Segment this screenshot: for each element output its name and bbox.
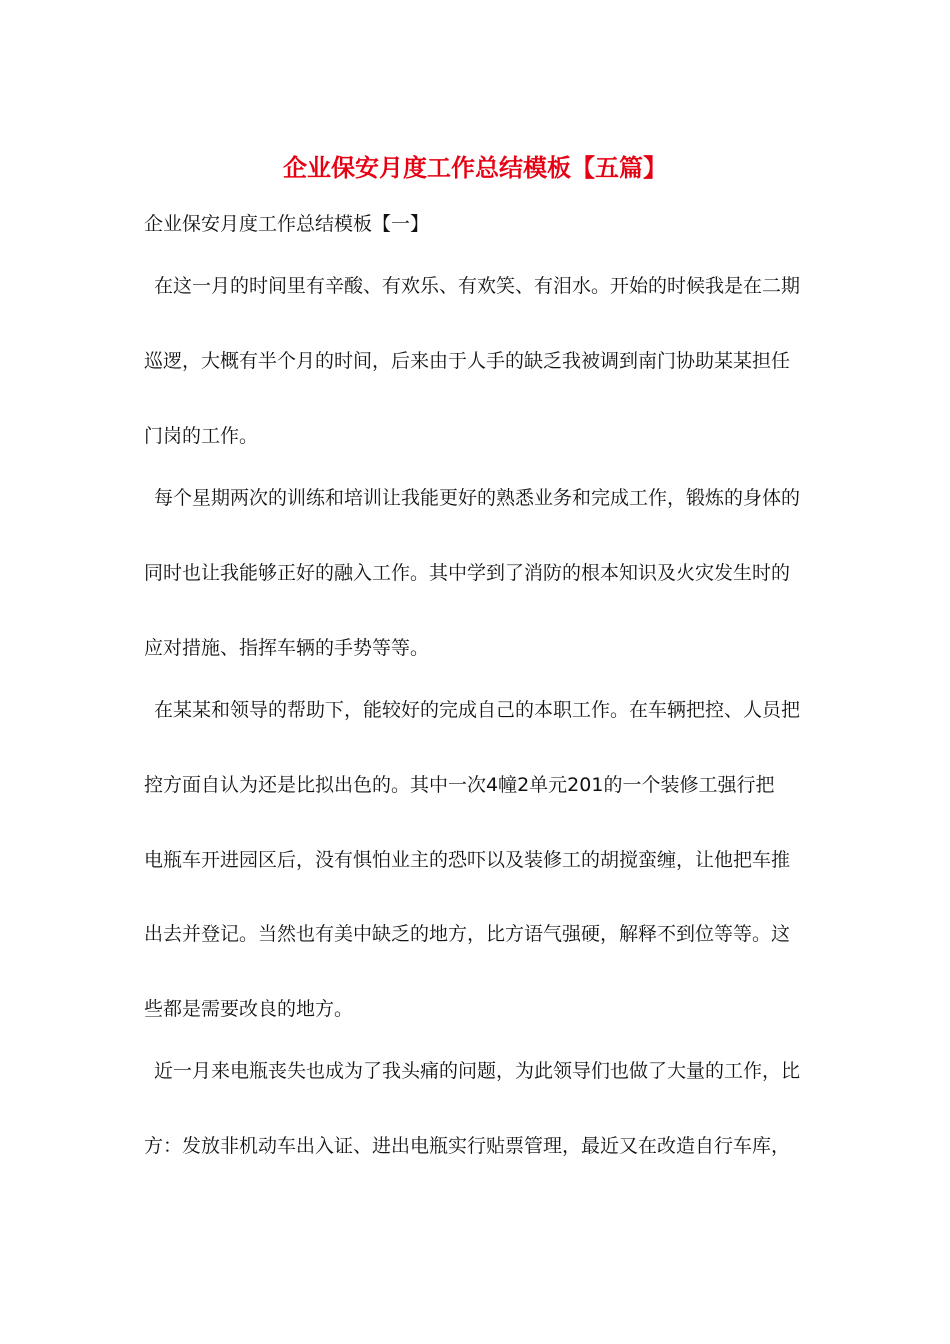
document-title: 企业保安月度工作总结模板【五篇】 [283,153,667,182]
body-line-4: 每个星期两次的训练和培训让我能更好的熟悉业务和完成工作，锻炼的身体的 [154,487,801,509]
body-line-13: 方：发放非机动车出入证、进出电瓶实行贴票管理，最近又在改造自行车库， [144,1135,791,1157]
body-line-5: 同时也让我能够正好的融入工作。其中学到了消防的根本知识及火灾发生时的 [144,562,791,584]
body-line-8: 控方面自认为还是比拟出色的。其中一次4幢2单元201的一个装修工强行把 [144,774,775,796]
body-line-2: 巡逻，大概有半个月的时间，后来由于人手的缺乏我被调到南门协助某某担任 [144,350,791,372]
body-line-11: 些都是需要改良的地方。 [144,998,354,1020]
body-line-10: 出去并登记。当然也有美中缺乏的地方，比方语气强硬，解释不到位等等。这 [144,923,791,945]
body-line-6: 应对措施、指挥车辆的手势等等。 [144,637,430,659]
body-line-1: 在这一月的时间里有辛酸、有欢乐、有欢笑、有泪水。开始的时候我是在二期 [154,275,801,297]
body-line-12: 近一月来电瓶丧失也成为了我头痛的问题，为此领导们也做了大量的工作，比 [154,1060,801,1082]
body-line-7: 在某某和领导的帮助下，能较好的完成自己的本职工作。在车辆把控、人员把 [154,699,801,721]
body-line-9: 电瓶车开进园区后，没有惧怕业主的恐吓以及装修工的胡搅蛮缠，让他把车推 [144,849,791,871]
body-line-3: 门岗的工作。 [144,425,259,447]
section-heading: 企业保安月度工作总结模板【一】 [144,213,430,235]
